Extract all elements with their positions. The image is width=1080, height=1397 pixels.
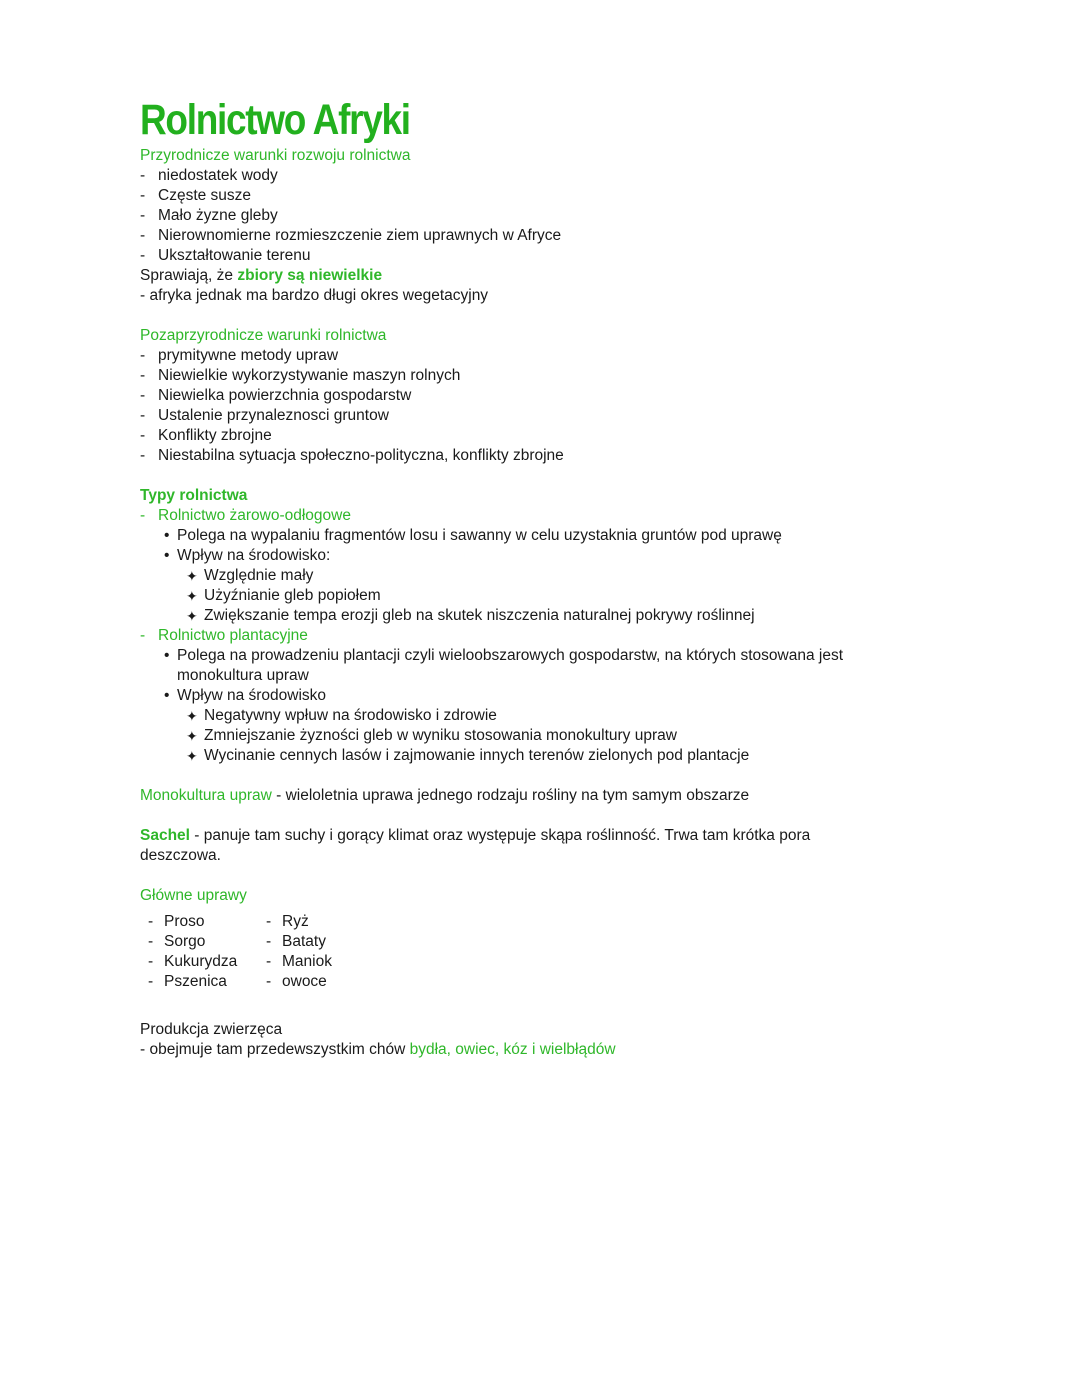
list-item: - Ryż [266,913,309,930]
crops-column-1 [148,912,266,992]
impact-item: ✦ Względnie mały [186,567,314,584]
sachel-term: Sachel [140,827,190,844]
dot-bullet-icon: • [164,547,170,564]
livestock-heading: Produkcja zwierzęca [140,1021,283,1038]
impact-item: ✦ Użyźnianie gleb popiołem [186,587,381,604]
result-highlight: zbiory są niewielkie [237,267,383,284]
list-item: - Kukurydza [148,953,238,970]
list-item: - Mało żyzne gleby [140,207,278,224]
dash-bullet-icon: - [266,913,272,930]
list-item: - Ukształtowanie terenu [140,247,311,264]
impact-item: ✦ Zwiększanie tempa erozji gleb na skutek niszczenia naturalnej pokrywy roślinnej [186,607,755,624]
dash-bullet-icon: - [140,447,146,464]
dash-bullet-icon: - [266,973,272,990]
non-natural-conditions-list [140,346,1020,466]
star-bullet-icon: ✦ [186,568,198,584]
list-item: - owoce [266,973,327,990]
list-item: - prymitywne metody upraw [140,347,339,364]
dash-bullet-icon: - [140,227,146,244]
dash-bullet-icon: - [266,953,272,970]
list-item: - Niewielka powierzchnia gospodarstw [140,387,412,404]
type-description: • Polega na wypalaniu fragmentów losu i sawanny w celu uzystaknia gruntów pod uprawę [164,527,782,544]
impact-item: ✦ Negatywny wpłuw na środowisko i zdrowie [186,707,497,724]
dot-bullet-icon: • [164,527,170,544]
document-content [140,96,1020,1060]
livestock-animals: bydła, owiec, kóz i wielbłądów [409,1041,616,1058]
farming-types-heading: Typy rolnictwa [140,487,248,504]
list-item: - Częste susze [140,187,252,204]
dash-bullet-icon: - [140,407,146,424]
dash-bullet-icon: - [140,427,146,444]
document-title: Rolnictwo Afryki [140,96,410,144]
type-impact-label: • Wpływ na środowisko: [164,547,331,564]
type-description: • Polega na prowadzeniu plantacji czyli wieloobszarowych gospodarstw, na których stosowana jest [164,647,844,664]
impact-item: ✦ Zmniejszanie żyzności gleb w wyniku stosowania monokultury upraw [186,727,677,744]
dash-bullet-icon: - [140,367,146,384]
list-item: - Bataty [266,933,326,950]
star-bullet-icon: ✦ [186,588,198,604]
farming-type-plantation: - Rolnictwo plantacyjne [140,627,308,644]
dash-bullet-icon: - [140,167,146,184]
dash-bullet-icon: - [148,973,154,990]
star-bullet-icon: ✦ [186,728,198,744]
natural-conditions-list [140,166,1020,266]
list-item: - Proso [148,913,205,930]
vegetation-note: - afryka jednak ma bardzo długi okres wegetacyjny [140,287,489,304]
list-item: - niedostatek wody [140,167,278,184]
list-item: - Niewielkie wykorzystywanie maszyn rolnych [140,367,461,384]
type-description-continued: monokultura upraw [177,667,309,684]
monoculture-term: Monokultura upraw [140,787,272,804]
type-impact-label: • Wpływ na środowisko [164,687,327,704]
dash-bullet-icon: - [140,187,146,204]
crops-column-2 [266,912,384,992]
impact-item: ✦ Wycinanie cennych lasów i zajmowanie innych terenów zielonych pod plantacje [186,747,750,764]
sachel-definition-continued: deszczowa. [140,847,221,864]
list-item: - Pszenica [148,973,227,990]
dash-bullet-icon: - [266,933,272,950]
dash-bullet-icon: - [140,507,146,524]
list-item: - Konflikty zbrojne [140,427,272,444]
star-bullet-icon: ✦ [186,708,198,724]
dash-bullet-icon: - [140,387,146,404]
star-bullet-icon: ✦ [186,608,198,624]
dash-bullet-icon: - [148,953,154,970]
list-item: - Maniok [266,953,332,970]
natural-conditions-heading: Przyrodnicze warunki rozwoju rolnictwa [140,147,411,164]
dash-bullet-icon: - [148,933,154,950]
main-crops-columns [140,912,1020,992]
non-natural-conditions-heading: Pozaprzyrodnicze warunki rolnictwa [140,327,387,344]
main-crops-heading: Główne uprawy [140,887,247,904]
monoculture-definition: Monokultura upraw - wieloletnia uprawa jednego rodzaju rośliny na tym samym obszarze [140,787,750,804]
dash-bullet-icon: - [148,913,154,930]
list-item: - Sorgo [148,933,206,950]
dash-bullet-icon: - [140,207,146,224]
livestock-description: - obejmuje tam przedewszystkim chów bydła, owiec, kóz i wielbłądów [140,1041,616,1058]
dot-bullet-icon: • [164,687,170,704]
dash-bullet-icon: - [140,347,146,364]
dot-bullet-icon: • [164,647,170,664]
list-item: - Niestabilna sytuacja społeczno-polityczna, konflikty zbrojne [140,447,564,464]
sachel-definition: Sachel - panuje tam suchy i gorący klimat oraz występuje skąpa roślinność. Trwa tam krótka pora [140,827,811,844]
star-bullet-icon: ✦ [186,748,198,764]
list-item: - Ustalenie przynaleznosci gruntow [140,407,389,424]
result-sentence: Sprawiają, że zbiory są niewielkie [140,267,383,284]
farming-type-slash-and-burn: - Rolnictwo żarowo-odłogowe [140,507,351,524]
list-item: - Nierownomierne rozmieszczenie ziem uprawnych w Afryce [140,227,562,244]
dash-bullet-icon: - [140,627,146,644]
dash-bullet-icon: - [140,247,146,264]
